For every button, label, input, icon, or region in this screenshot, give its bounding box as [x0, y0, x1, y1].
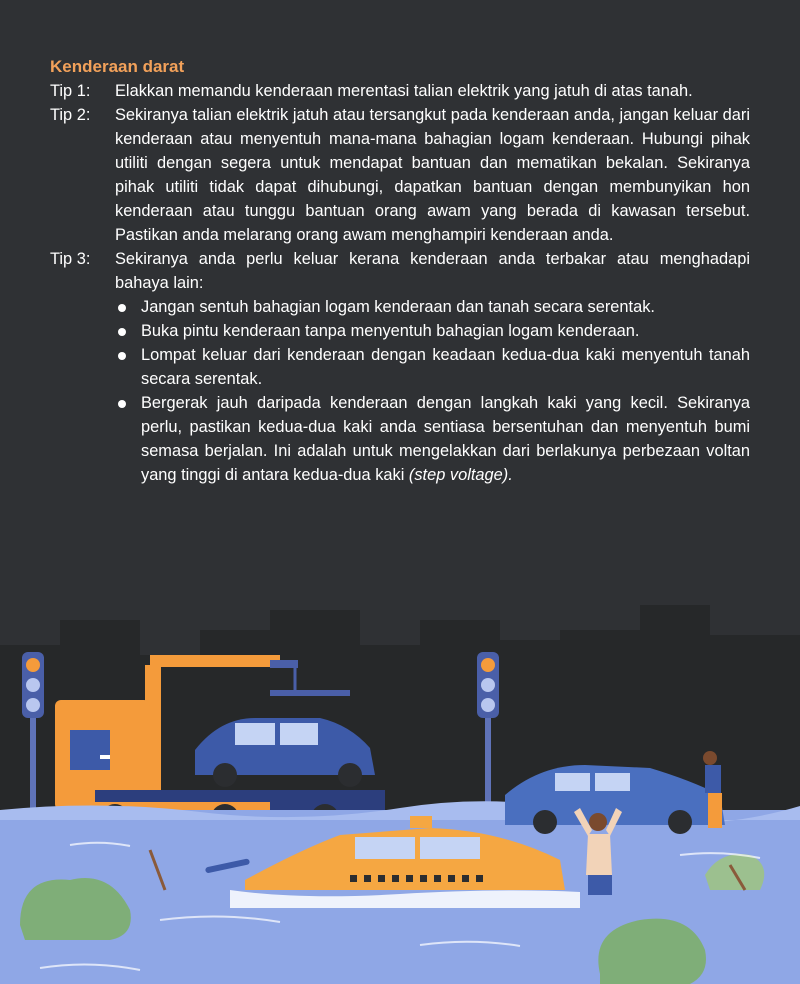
tip-text: Elakkan memandu kenderaan merentasi talian elektrik yang jatuh di atas tanah.	[115, 82, 693, 100]
list-item: Lompat keluar dari kenderaan dengan keadaan kedua-dua kaki menyentuh tanah secara serentak.	[115, 343, 750, 391]
list-item: Buka pintu kenderaan tanpa menyentuh bahagian logam kenderaan.	[115, 319, 750, 343]
step-voltage-term: (step voltage).	[408, 466, 513, 484]
bullet-list	[115, 295, 750, 487]
tip-label: Tip 2:	[50, 106, 91, 124]
tip-text: Sekiranya talian elektrik jatuh atau tersangkut pada kenderaan anda, jangan keluar dari kenderaan atau menyentuh mana-mana bahagian logam kenderaan. Hubungi pihak utiliti dengan segera untuk mendapat bantuan dan mematikan bekalan. Sekiranya pihak utiliti tidak dapat dihubungi, dapatkan bantuan dengan membunyikan hon kenderaan atau tunggu bantuan orang awam yang berada di kawasan tersebut. Pastikan anda melarang orang awam menghampiri kenderaan anda.	[115, 106, 750, 244]
tip-text: Sekiranya anda perlu keluar kerana kenderaan anda terbakar atau menghadapi bahaya lain:	[115, 250, 750, 292]
tip-3	[50, 247, 750, 487]
tip-2	[50, 103, 750, 247]
text-section	[50, 55, 750, 487]
list-item-text: Bergerak jauh daripada kenderaan dengan langkah kaki yang kecil. Sekiranya perlu, pastikan kedua-dua kaki anda sentiasa bersentuhan dan menyentuh bumi semasa berjalan. Ini adalah untuk mengelakkan dari berlakunya perbezaan voltan yang tinggi di antara kedua-dua kaki	[141, 394, 750, 484]
list-item: Jangan sentuh bahagian logam kenderaan dan tanah secara serentak.	[115, 295, 750, 319]
tip-3-body	[115, 247, 750, 487]
tip-label: Tip 3:	[50, 250, 91, 268]
section-heading: Kenderaan darat	[50, 57, 185, 76]
flood-illustration	[0, 590, 800, 984]
tip-label: Tip 1:	[50, 82, 91, 100]
list-item	[115, 391, 750, 487]
tip-1	[50, 79, 750, 103]
